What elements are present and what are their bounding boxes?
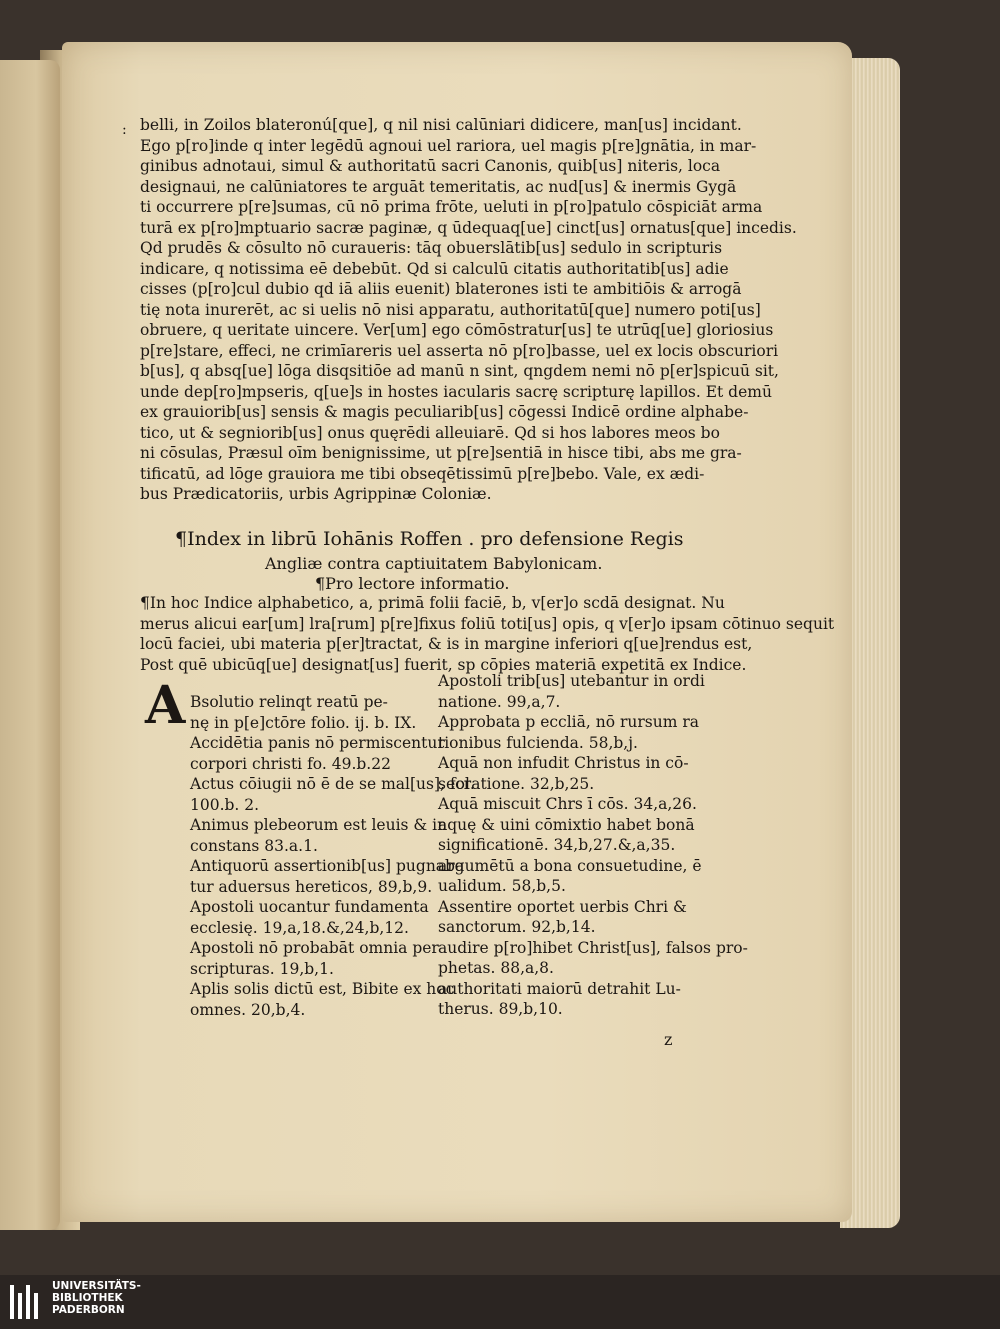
index-entry-line: aquę & uini cōmixtio habet bonā — [438, 815, 695, 834]
footer-bar — [0, 1275, 1000, 1329]
index-entry-line: Animus plebeorum est leuis & in — [190, 816, 448, 834]
note-line: Post quē ubicūq[ue] designat[us] fuerit, sp cōpies materiā expetitā ex Indice. — [140, 655, 747, 674]
heading-line: Angliæ contra captiuitatem Babylonicam. — [265, 554, 603, 573]
index-entry-line: Accidētia panis nō permiscentur — [190, 734, 445, 752]
logo-line: PADERBORN — [52, 1304, 125, 1316]
library-logo-text — [52, 1280, 141, 1316]
index-entry-line: phetas. 88,a,8. — [438, 959, 554, 977]
index-entry-line: Assentire oportet uerbis Chri & — [438, 897, 687, 916]
index-entry-line: Apostoli trib[us] utebantur in ordi — [438, 672, 705, 690]
index-entry-line: significationē. 34,b,27.&,a,35. — [438, 836, 676, 854]
margin-mark: : — [122, 122, 127, 138]
text-line: obruere, q ueritate uincere. Ver[um] ego cōmōstratur[us] te utrūq[ue] gloriosius — [140, 321, 774, 339]
note-line: ¶In hoc Indice alphabetico, a, primā folii faciē, b, v[er]o scdā designat. Nu — [140, 594, 725, 612]
text-line: turā ex p[ro]mptuario sacræ paginæ, q ūdequaq[ue] cinct[us] ornatus[que] incedis. — [140, 218, 797, 237]
text-line: indicare, q notissima eē debebūt. Qd si calculū citatis authoritatib[us] adie — [140, 259, 729, 278]
text-line: cisses (p[ro]cul dubio qd iā aliis euenit) blaterones isti te ambitiōis & arrogā — [140, 280, 742, 298]
heading-line: ¶Index in librū Iohānis Roffen . pro defensione Regis — [175, 528, 684, 550]
text-line: p[re]stare, effeci, ne crimīareris uel asserta nō p[ro]basse, uel ex locis obscuriori — [140, 341, 779, 360]
text-line: belli, in Zoilos blateronú[que], q nil nisi calūniari didicere, man[us] incidant. — [140, 116, 742, 134]
text-line: ni cōsulas, Præsul oīm benignissime, ut p[re]sentiā in hisce tibi, abs me gra- — [140, 444, 742, 462]
drop-cap: A — [145, 675, 186, 736]
index-entry-line: Aquā non infudit Christus in cō- — [438, 754, 689, 772]
index-entry-line: Apostoli nō probabāt omnia per — [190, 939, 439, 957]
text-line: tico, ut & segniorib[us] onus quęrēdi alleuiarē. Qd si hos labores meos bo — [140, 423, 720, 442]
note-line: locū faciei, ubi materia p[er]tractat, & is in margine inferiori q[ue]rendus est, — [140, 635, 753, 653]
text-line: bus Prædicatoriis, urbis Agrippinæ Coloniæ. — [140, 485, 492, 503]
text-line: b[us], q absq[ue] lōga disqsitiōe ad manū n sint, qngdem nemi nō p[er]spicuū sit, — [140, 362, 779, 380]
logo-line: BIBLIOTHEK — [52, 1292, 123, 1304]
index-entry-line: 100.b. 2. — [190, 795, 260, 814]
index-entry-line: ualidum. 58,b,5. — [438, 877, 566, 895]
index-entry-line: tionibus fulcienda. 58,b,j. — [438, 733, 638, 752]
index-entry-line: secratione. 32,b,25. — [438, 774, 595, 793]
heading-line: ¶Pro lectore informatio. — [315, 574, 510, 593]
index-entry-line: constans 83.a.1. — [190, 836, 318, 855]
text-line: designaui, ne calūniatores te arguāt temeritatis, ac nud[us] & inermis Gygā — [140, 177, 737, 196]
index-entry-line: Aquā miscuit Chrs ī cōs. 34,a,26. — [438, 795, 697, 813]
index-entry-line: natione. 99,a,7. — [438, 692, 561, 711]
index-entry-line: Bsolutio relinqt reatū pe- — [190, 693, 388, 711]
text-line: tię nota inurerēt, ac si uelis nō nisi apparatu, authoritatū[que] numero poti[us] — [140, 300, 761, 319]
index-entry-line: therus. 89,b,10. — [438, 1000, 563, 1018]
index-entry-line: corpori christi fo. 49.b.22 — [190, 754, 391, 773]
text-line: ginibus adnotaui, simul & authoritatū sacri Canonis, quib[us] niteris, loca — [140, 157, 721, 175]
index-entry-line: Approbata p eccliā, nō rursum ra — [438, 713, 699, 731]
index-entry-line: audire p[ro]hibet Christ[us], falsos pro- — [438, 938, 748, 957]
text-line: ti occurrere p[re]sumas, cū nō prima frōte, ueluti in p[ro]patulo cōspiciāt arma — [140, 198, 763, 216]
logo-line: UNIVERSITÄTS- — [52, 1280, 141, 1292]
index-entry-line: Aplis solis dictū est, Bibite ex hoc — [190, 980, 455, 998]
index-entry-line: omnes. 20,b,4. — [190, 1000, 306, 1019]
index-entry-line: Actus cōiugii nō ē de se mal[us], fol. — [190, 775, 475, 793]
note-line: merus alicui ear[um] lra[rum] p[re]fixus foliū toti[us] opis, q v[er]o ipsam cōtinuo sequit — [140, 614, 835, 633]
index-entry-line: authoritati maiorū detrahit Lu- — [438, 979, 681, 998]
index-entry-line: Apostoli uocantur fundamenta — [190, 898, 429, 916]
library-logo-icon — [10, 1285, 44, 1319]
index-entry-line: ecclesię. 19,a,18.&,24,b,12. — [190, 918, 409, 937]
signature-mark: z — [664, 1030, 673, 1049]
index-entry-line: sanctorum. 92,b,14. — [438, 918, 596, 936]
text-line: unde dep[ro]mpseris, q[ue]s in hostes iacularis sacrę scripturę lapillos. Et demū — [140, 382, 772, 401]
text-line: ex grauiorib[us] sensis & magis peculiarib[us] cōgessi Indicē ordine alphabe- — [140, 403, 749, 421]
index-entry-line: nę in p[e]ctōre folio. ij. b. IX. — [190, 713, 417, 732]
index-entry-line: tur aduersus hereticos, 89,b,9. — [190, 877, 433, 896]
text-line: tificatū, ad lōge grauiora me tibi obseqētissimū p[re]bebo. Vale, ex ædi- — [140, 464, 705, 483]
text-line: Ego p[ro]inde q inter legēdū agnoui uel rariora, uel magis p[re]gnātia, in mar- — [140, 136, 757, 155]
left-page-edge — [0, 60, 60, 1230]
index-entry-line: scripturas. 19,b,1. — [190, 959, 334, 978]
text-line: Qd prudēs & cōsulto nō curaueris: tāq obuerslātib[us] sedulo in scripturis — [140, 239, 723, 257]
index-entry-line: Antiquorū assertionib[us] pugnaba — [190, 857, 465, 875]
index-entry-line: argumētū a bona consuetudine, ē — [438, 856, 702, 875]
